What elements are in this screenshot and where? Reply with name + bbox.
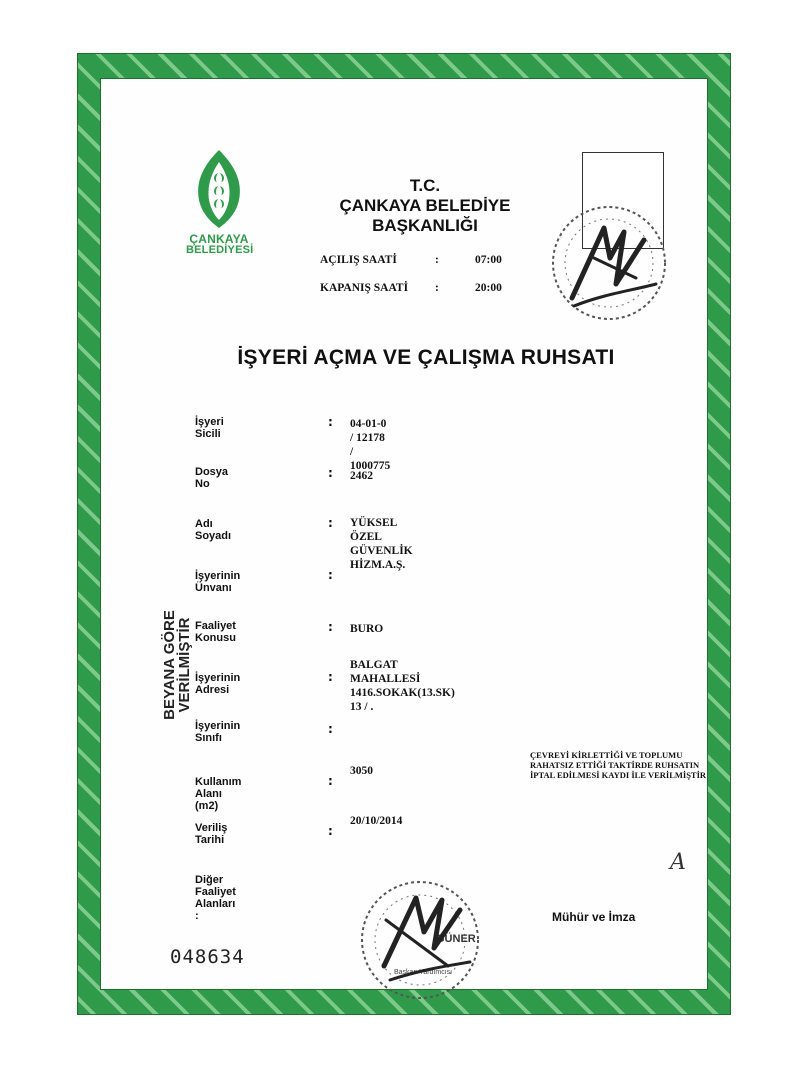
colon: : bbox=[435, 282, 439, 294]
closing-hours-label: KAPANIŞ SAATİ bbox=[320, 282, 409, 294]
field-value-address bbox=[350, 658, 455, 714]
closing-hours-row bbox=[320, 282, 540, 298]
logo-text-line2: BELEDİYESİ bbox=[186, 244, 254, 256]
field-label-registry: İşyeri Sicili bbox=[195, 416, 224, 440]
side-text-line2: VERİLMİŞTİR bbox=[176, 617, 193, 713]
header-line3: BAŞKANLIĞI bbox=[372, 216, 478, 235]
notice-line3: İPTAL EDİLMESİ KAYDI İLE VERİLMİŞTİR bbox=[530, 770, 707, 780]
serial-number: 048634 bbox=[170, 946, 245, 968]
field-label-file-no: Dosya No bbox=[195, 466, 229, 490]
stamp-title: Başkan Yardımcısı bbox=[394, 969, 453, 976]
side-text-line1: BEYANA GÖRE bbox=[161, 610, 178, 720]
field-label-issue-date: Veriliş Tarihi bbox=[195, 822, 228, 846]
seal-and-signature-label: Mühür ve İmza bbox=[552, 910, 636, 924]
colon: : bbox=[328, 568, 333, 582]
logo-text-line1: ÇANKAYA bbox=[189, 232, 249, 246]
colon: : bbox=[328, 516, 333, 530]
field-label-title: İşyerinin Ünvanı bbox=[195, 570, 241, 594]
colon: : bbox=[328, 722, 333, 736]
colon: : bbox=[328, 774, 333, 788]
bottom-stamp-signature bbox=[350, 870, 500, 1010]
header-line1: T.C. bbox=[409, 176, 441, 195]
field-label-activity: Faaliyet Konusu bbox=[195, 620, 236, 644]
field-value-name: YÜKSEL ÖZEL GÜVENLİK HİZM.A.Ş. bbox=[350, 517, 413, 571]
certificate-paper bbox=[100, 78, 708, 990]
field-value-issue-date: 20/10/2014 bbox=[350, 815, 403, 827]
green-border-frame bbox=[78, 54, 730, 1014]
colon: : bbox=[328, 824, 333, 838]
colon: : bbox=[435, 254, 439, 266]
opening-hours-label: AÇILIŞ SAATİ bbox=[320, 254, 397, 266]
handwritten-mark: A bbox=[670, 850, 686, 875]
field-label-address: İşyerinin Adresi bbox=[195, 672, 241, 696]
colon: : bbox=[328, 670, 333, 684]
stamp-name: GÜNER bbox=[436, 933, 476, 945]
colon: : bbox=[328, 466, 333, 480]
top-stamp-signature bbox=[544, 198, 674, 328]
field-label-name: Adı Soyadı bbox=[195, 518, 232, 542]
opening-hours-value: 07:00 bbox=[475, 254, 502, 266]
notice-line2: RAHATSIZ ETTİĞİ TAKTİRDE RUHSATIN bbox=[530, 760, 700, 770]
colon: : bbox=[328, 620, 333, 634]
field-value-area: 3050 bbox=[350, 765, 373, 777]
field-value-file-no: 2462 bbox=[350, 470, 373, 482]
revocation-notice bbox=[530, 750, 740, 780]
document-header bbox=[290, 176, 560, 236]
opening-hours-row bbox=[320, 254, 540, 270]
document-title: İŞYERİ AÇMA VE ÇALIŞMA RUHSATI bbox=[237, 346, 615, 369]
address-line2: 1416.SOKAK(13.SK) bbox=[350, 687, 455, 699]
field-label-area: Kullanım Alanı (m2) bbox=[195, 776, 242, 812]
declaration-side-text bbox=[162, 585, 192, 745]
field-label-other-activities: Diğer Faaliyet Alanları : bbox=[195, 874, 236, 922]
field-value-registry: 04-01-0 / 12178 / 1000775 bbox=[350, 418, 391, 472]
municipality-logo bbox=[186, 148, 252, 256]
field-label-class: İşyerinin Sınıfı bbox=[195, 720, 241, 744]
address-line1: BALGAT MAHALLESİ bbox=[350, 659, 421, 685]
closing-hours-value: 20:00 bbox=[475, 282, 502, 294]
notice-line1: ÇEVREYİ KİRLETTİĞİ VE TOPLUMU bbox=[530, 750, 683, 760]
header-line2: ÇANKAYA BELEDİYE bbox=[339, 196, 511, 215]
colon: : bbox=[328, 415, 333, 429]
field-value-activity: BURO bbox=[350, 623, 384, 635]
address-line3: 13 / . bbox=[350, 701, 374, 713]
leaf-logo-icon bbox=[193, 148, 245, 230]
